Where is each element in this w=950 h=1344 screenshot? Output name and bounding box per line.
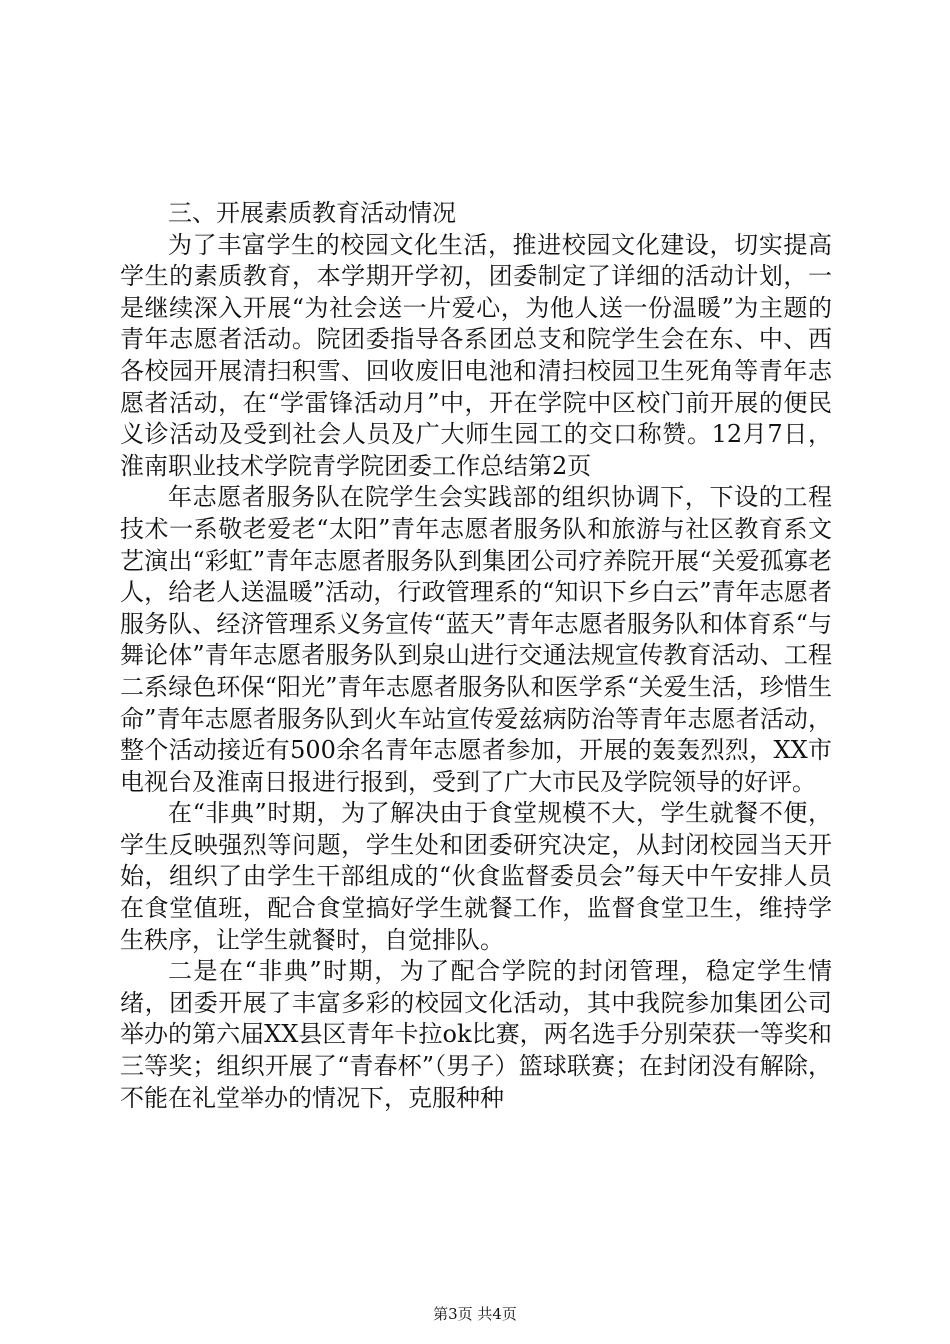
paragraph: 为了丰富学生的校园文化生活，推进校园文化建设，切实提高学生的素质教育，本学期开学初，团委制定了详细的活动计划，一是继续深入开展“为社会送一片爱心，为他人送一份温暖”为主题的青年志愿者活动。院团委指导各系团总支和院学生会在东、中、西各校园开展清扫积雪、回收废旧电池和清扫校园卫生死角等青年志愿者活动，在“学雷锋活动月”中，开在学院中区校门前开展的便民义诊活动及受到社会人员及广大师生园工的交口称赞。12月7日，淮南职业技术学院青学院团委工作总结第2页 — [120, 230, 832, 480]
paragraph: 在“非典”时期，为了解决由于食堂规模不大，学生就餐不便，学生反映强烈等问题，学生处和团委研究决定，从封闭校园当天开始，组织了由学生干部组成的“伙食监督委员会”每天中午安排人员在食堂值班，配合食堂搞好学生就餐工作，监督食堂卫生，维持学生秩序，让学生就餐时，自觉排队。 — [120, 799, 832, 954]
paragraph: 二是在“非典”时期，为了配合学院的封闭管理，稳定学生情绪，团委开展了丰富多彩的校园文化活动，其中我院参加集团公司举办的第六届XX县区青年卡拉ok比赛，两名选手分别荣获一等奖和三等奖；组织开展了“青春杯”（男子）篮球联赛；在封闭没有解除，不能在礼堂举办的情况下，克服种种 — [120, 957, 832, 1112]
document-body — [120, 198, 832, 1114]
section-heading: 三、开展素质教育活动情况 — [168, 199, 456, 227]
paragraph: 年志愿者服务队在院学生会实践部的组织协调下，下设的工程技术一系敬老爱老“太阳”青年志愿者服务队和旅游与社区教育系文艺演出“彩虹”青年志愿者服务队到集团公司疗养院开展“关爱孤寡老人，给老人送温暖”活动，行政管理系的“知识下乡白云”青年志愿者服务队、经济管理系义务宣传“蓝天”青年志愿者服务队和体育系“与舞论体”青年志愿者服务队到泉山进行交通法规宣传教育活动、工程二系绿色环保“阳光”青年志愿者服务队和医学系“关爱生活，珍惜生命”青年志愿者服务队到火车站宣传爱兹病防治等青年志愿者活动，整个活动接近有500余名青年志愿者参加，开展的轰轰烈烈，XX市电视台及淮南日报进行报到，受到了广大市民及学院领导的好评。 — [120, 483, 832, 796]
page-number: 第3页 共4页 — [433, 1305, 517, 1323]
